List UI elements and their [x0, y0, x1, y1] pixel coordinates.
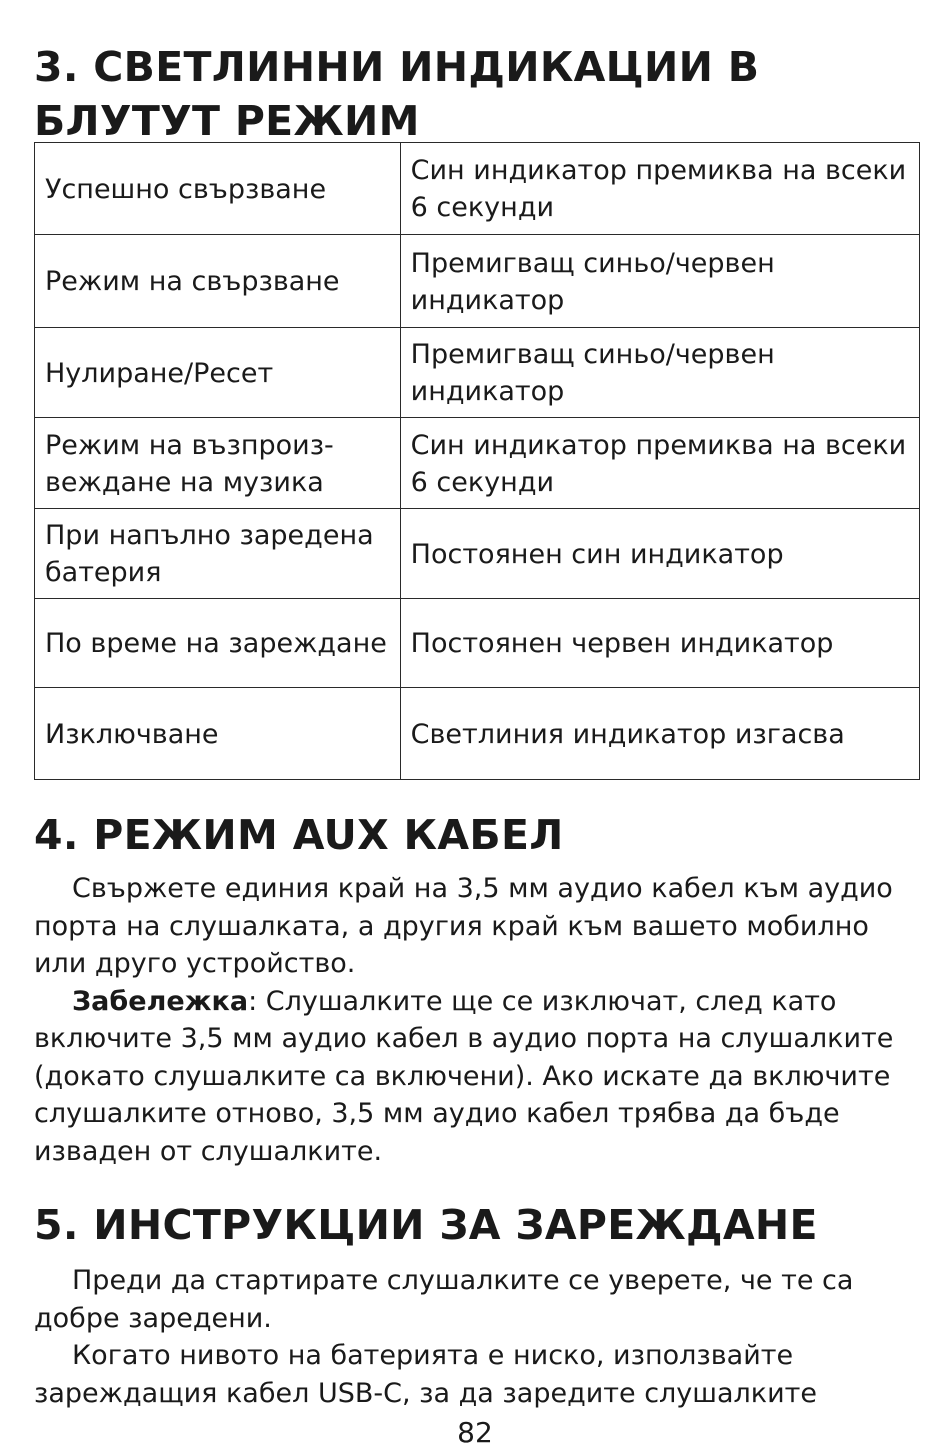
table-cell-indicator: Светлиния индикатор изгасва [400, 688, 919, 780]
note-text: : Слушалките ще се изключат, след като включите 3,5 мм аудио кабел в аудио порта на слушалките (докато слушалките са включени). Ако искате да включите слушалките отново, 3,5 мм аудио кабел трябва да бъде изваден от слушалките. [34, 985, 894, 1167]
section-5-body [34, 1262, 920, 1412]
table-cell-state: Режим на възпроиз- веждане на музика [35, 418, 401, 509]
section-4-body [34, 870, 920, 1170]
table-cell-state: Режим на свързване [35, 235, 401, 328]
table-cell-state: Успешно свързване [35, 143, 401, 235]
paragraph: Свържете единия край на 3,5 мм аудио кабел към аудио порта на слушалката, а другия край към вашето мобилно или друго устройство. [34, 873, 893, 979]
table-cell-indicator: Син индикатор премиква на всеки 6 секунди [400, 418, 919, 509]
table-row [35, 235, 920, 328]
section-3-title: 3. СВЕТЛИННИ ИНДИКАЦИИ В БЛУТУТ РЕЖИМ [34, 43, 760, 145]
table-cell-indicator: Премигващ синьо/червен индикатор [400, 328, 919, 418]
table-row [35, 599, 920, 688]
table-cell-state: При напълно заредена батерия [35, 509, 401, 599]
note-label: Забележка [72, 985, 249, 1017]
paragraph: Преди да стартирате слушалките се уверете, че те са добре заредени. [34, 1265, 854, 1334]
page-number: 82 [457, 1416, 493, 1449]
section-5-title: 5. ИНСТРУКЦИИ ЗА ЗАРЕЖДАНЕ [34, 1201, 818, 1249]
section-4-title: 4. РЕЖИМ AUX КАБЕЛ [34, 811, 564, 859]
table-cell-indicator: Син индикатор премиква на всеки 6 секунди [400, 143, 919, 235]
table-cell-state: Изключване [35, 688, 401, 780]
table-cell-state: Нулиране/Ресет [35, 328, 401, 418]
table-cell-indicator: Премигващ синьо/червен индикатор [400, 235, 919, 328]
light-indications-table [34, 142, 920, 780]
table-row [35, 143, 920, 235]
table-row [35, 418, 920, 509]
table-cell-indicator: Постоянен син индикатор [400, 509, 919, 599]
table-cell-state: По време на зареждане [35, 599, 401, 688]
note-paragraph [34, 983, 920, 1171]
table-row [35, 328, 920, 418]
table-row [35, 509, 920, 599]
table-cell-indicator: Постоянен червен индикатор [400, 599, 919, 688]
table-row [35, 688, 920, 780]
paragraph: Когато нивото на батерията е ниско, използвайте зареждащия кабел USB-C, за да заредите слушалките [34, 1340, 817, 1409]
